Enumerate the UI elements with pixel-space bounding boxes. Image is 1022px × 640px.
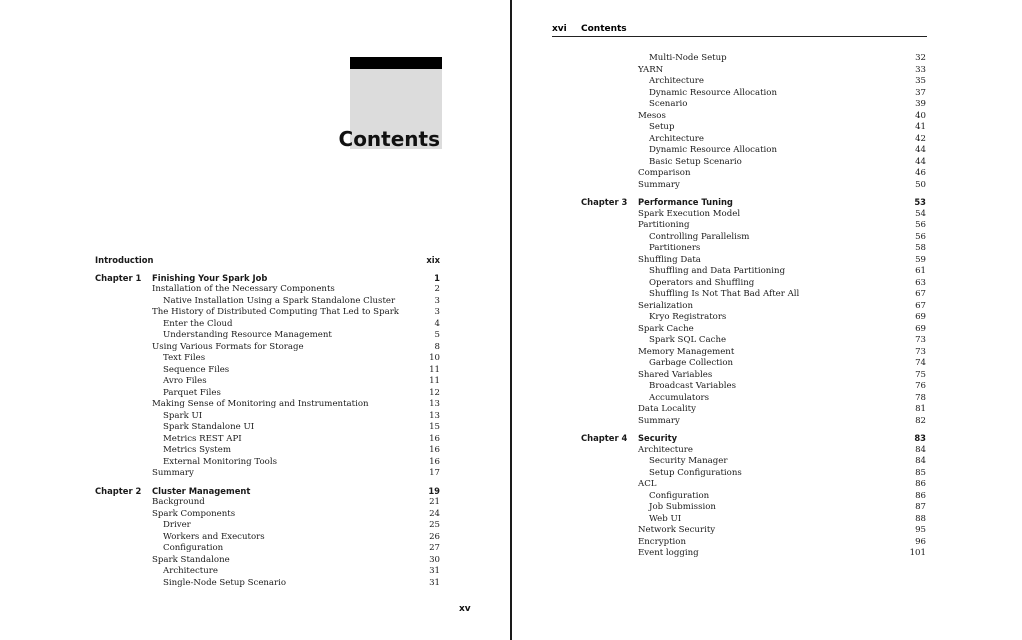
toc-entry-title: Configuration [649, 490, 710, 501]
toc-entry-row [581, 88, 926, 100]
toc-entry-title: Setup Configurations [649, 467, 742, 478]
toc-entry-title: Avro Files [163, 376, 207, 386]
toc-entry-title: Controlling Parallelism [649, 231, 750, 242]
toc-entry-title: Finishing Your Spark Job [152, 272, 268, 283]
toc-entry-title: Summary [152, 468, 194, 478]
toc-entry-title: Understanding Resource Management [163, 330, 332, 340]
toc-page-number: 50 [915, 179, 926, 190]
toc-entry-row [581, 537, 926, 549]
toc-entry-title: Making Sense of Monitoring and Instrumentation [152, 399, 369, 409]
toc-entry-row [581, 266, 926, 278]
toc-entry-title: Setup [649, 122, 675, 132]
toc-entry-title: Architecture [163, 566, 218, 576]
toc-page-number: 82 [915, 415, 926, 426]
toc-page-number: 32 [915, 53, 926, 63]
toc-entry-row [581, 278, 926, 290]
toc-page-number: 37 [915, 87, 926, 98]
toc-chapter-row [581, 433, 926, 445]
toc-page-number: 26 [429, 531, 440, 542]
toc-left [95, 255, 440, 589]
toc-entry-row [95, 555, 440, 567]
toc-page-number: 8 [434, 341, 440, 352]
toc-entry-title: Summary [638, 415, 680, 426]
toc-entry-row [581, 456, 926, 468]
toc-entry-title: Driver [163, 520, 191, 530]
toc-entry-title: Introduction [95, 255, 154, 265]
toc-page-number: 16 [429, 456, 440, 467]
toc-entry-row [95, 307, 440, 319]
toc-entry-title: Comparison [638, 168, 691, 178]
toc-page-number: 63 [915, 277, 926, 288]
toc-entry-row [581, 502, 926, 514]
toc-page-number: 24 [429, 508, 440, 519]
toc-front-row [95, 255, 440, 267]
toc-entry-title: Background [152, 497, 205, 507]
toc-entry-title: Parquet Files [163, 387, 221, 398]
toc-entry-title: Workers and Executors [163, 531, 265, 542]
toc-page-number: 3 [434, 295, 440, 306]
toc-entry-row [581, 76, 926, 88]
toc-entry-row [581, 122, 926, 134]
toc-entry-row [581, 289, 926, 301]
toc-entry-row [581, 335, 926, 347]
toc-page-number: 73 [915, 335, 926, 345]
toc-entry-title: Scenario [649, 99, 688, 109]
toc-entry-row [581, 301, 926, 313]
toc-entry-row [95, 330, 440, 342]
toc-entry-row [95, 284, 440, 296]
toc-page-number: 74 [915, 358, 926, 368]
page-folio-left: xv [459, 604, 471, 614]
toc-page-number: 16 [429, 445, 440, 455]
toc-entry-row [95, 520, 440, 532]
toc-page-number: 95 [915, 525, 926, 535]
toc-page-number: 73 [915, 346, 926, 357]
toc-entry-row [581, 525, 926, 537]
toc-entry-title: Dynamic Resource Allocation [649, 87, 777, 98]
toc-entry-title: Serialization [638, 300, 694, 311]
running-head-title: Contents [581, 24, 627, 34]
toc-page-number: 40 [915, 110, 926, 121]
toc-chapter-row [95, 273, 440, 285]
toc-entry-row [581, 416, 926, 428]
toc-entry-title: Spark SQL Cache [649, 335, 727, 345]
toc-entry-title: Security Manager [649, 456, 728, 466]
toc-entry-row [581, 180, 926, 192]
toc-page-number: 2 [434, 284, 440, 294]
toc-entry-title: Summary [638, 179, 680, 190]
toc-page-number: 13 [429, 399, 440, 409]
toc-entry-row [95, 365, 440, 377]
toc-page-number: 44 [915, 156, 926, 167]
toc-entry-row [95, 342, 440, 354]
toc-entry-row [95, 411, 440, 423]
toc-page-number: 15 [429, 422, 440, 432]
toc-entry-title: Basic Setup Scenario [649, 156, 742, 167]
toc-entry-row [581, 514, 926, 526]
toc-entry-title: YARN [638, 64, 664, 75]
toc-page-number: 41 [915, 122, 926, 132]
toc-entry-row [95, 532, 440, 544]
toc-entry-row [95, 388, 440, 400]
toc-entry-row [95, 434, 440, 446]
toc-page-number: 96 [915, 536, 926, 547]
toc-entry-row [581, 445, 926, 457]
toc-entry-title: Installation of the Necessary Components [152, 284, 335, 294]
toc-entry-title: Partitioning [638, 220, 690, 230]
chapter-label: Chapter 2 [95, 485, 142, 496]
toc-entry-row [581, 381, 926, 393]
toc-entry-title: Kryo Registrators [649, 312, 727, 322]
toc-page-number: 21 [429, 497, 440, 507]
toc-entry-row [581, 468, 926, 480]
toc-entry-row [95, 319, 440, 331]
toc-page-number: xix [426, 255, 440, 265]
toc-right [581, 53, 926, 560]
toc-page-number: 87 [915, 502, 926, 512]
toc-entry-row [581, 220, 926, 232]
chapter-label: Chapter 4 [581, 433, 628, 443]
toc-entry-row [95, 509, 440, 521]
toc-entry-row [581, 53, 926, 65]
toc-entry-title: Spark Standalone [152, 554, 230, 565]
toc-page-number: 61 [915, 266, 926, 276]
toc-page-number: 86 [915, 479, 926, 489]
toc-page-number: 75 [915, 369, 926, 380]
toc-page-number: 83 [914, 433, 926, 443]
toc-page-number: 76 [915, 381, 926, 391]
toc-entry-title: Operators and Shuffling [649, 277, 755, 288]
toc-entry-title: Event logging [638, 548, 699, 558]
toc-entry-title: Web UI [649, 513, 682, 524]
toc-page-number: 30 [429, 554, 440, 565]
toc-entry-title: Architecture [638, 444, 693, 455]
toc-entry-row [581, 312, 926, 324]
toc-entry-title: Job Submission [649, 502, 716, 512]
toc-page-number: 54 [915, 208, 926, 219]
contents-title-block [338, 57, 442, 151]
toc-entry-title: Multi-Node Setup [649, 53, 727, 63]
toc-entry-row [95, 497, 440, 509]
toc-entry-row [581, 358, 926, 370]
toc-entry-row [581, 145, 926, 157]
toc-entry-title: Architecture [649, 76, 704, 86]
toc-entry-title: Shuffling Data [638, 254, 701, 265]
toc-entry-title: Broadcast Variables [649, 381, 737, 391]
toc-entry-title: Data Locality [638, 404, 696, 414]
toc-entry-title: The History of Distributed Computing That Led to Spark [152, 307, 400, 317]
toc-page-number: 1 [434, 272, 440, 283]
toc-page-number: 31 [429, 577, 440, 588]
toc-page-number: 78 [915, 392, 926, 403]
toc-page-number: 5 [434, 330, 440, 340]
toc-entry-title: Cluster Management [152, 485, 251, 496]
toc-entry-row [581, 111, 926, 123]
toc-page-number: 4 [434, 318, 440, 329]
toc-entry-title: Network Security [638, 525, 716, 535]
toc-page-number: 33 [915, 64, 926, 75]
toc-page-number: 13 [429, 410, 440, 421]
toc-page-number: 11 [429, 376, 440, 386]
toc-page-number: 81 [915, 404, 926, 414]
toc-entry-row [95, 457, 440, 469]
toc-chapter-row [95, 486, 440, 498]
toc-entry-row [95, 376, 440, 388]
toc-page-number: 58 [915, 243, 926, 253]
toc-page-number: 69 [915, 323, 926, 334]
toc-entry-title: Garbage Collection [649, 358, 734, 368]
toc-page-number: 53 [914, 197, 926, 207]
toc-chapter-row [581, 197, 926, 209]
toc-entry-row [95, 578, 440, 590]
toc-entry-title: Dynamic Resource Allocation [649, 145, 777, 155]
toc-entry-title: Single-Node Setup Scenario [163, 577, 287, 588]
toc-page-number: 56 [915, 220, 926, 230]
toc-entry-title: Security [638, 433, 678, 443]
toc-page-number: 67 [915, 289, 926, 299]
toc-entry-title: Metrics System [163, 445, 231, 455]
toc-entry-title: Using Various Formats for Storage [152, 341, 304, 352]
toc-entry-title: Enter the Cloud [163, 318, 233, 329]
toc-page-number: 84 [915, 444, 926, 455]
toc-page-number: 59 [915, 254, 926, 265]
running-head-page: xvi [552, 24, 567, 34]
toc-entry-title: Spark Standalone UI [163, 422, 255, 432]
toc-entry-title: ACL [638, 479, 657, 489]
toc-entry-title: Accumulators [649, 392, 710, 403]
toc-page-number: 16 [429, 433, 440, 444]
toc-entry-row [95, 543, 440, 555]
toc-entry-title: Encryption [638, 536, 686, 547]
toc-page-number: 27 [429, 543, 440, 553]
chapter-label: Chapter 3 [581, 197, 628, 207]
toc-entry-title: Shared Variables [638, 369, 713, 380]
toc-entry-title: Memory Management [638, 346, 735, 357]
toc-entry-title: Spark Components [152, 508, 236, 519]
page-title: Contents [338, 127, 440, 151]
toc-page-number: 69 [915, 312, 926, 322]
toc-page-number: 12 [429, 387, 440, 398]
toc-entry-row [581, 491, 926, 503]
toc-entry-row [95, 468, 440, 480]
toc-entry-row [95, 445, 440, 457]
toc-entry-row [95, 399, 440, 411]
toc-page-number: 25 [429, 520, 440, 530]
toc-page-number: 86 [915, 490, 926, 501]
toc-entry-row [581, 479, 926, 491]
toc-page-number: 11 [429, 364, 440, 375]
toc-page-number: 3 [434, 307, 440, 317]
toc-entry-title: Shuffling Is Not That Bad After All [649, 289, 800, 299]
toc-entry-row [581, 324, 926, 336]
toc-entry-row [581, 168, 926, 180]
toc-entry-title: Configuration [163, 543, 224, 553]
toc-entry-title: Performance Tuning [638, 197, 733, 207]
toc-page-number: 39 [915, 99, 926, 109]
toc-page-number: 19 [428, 485, 440, 496]
toc-entry-row [581, 370, 926, 382]
toc-entry-row [581, 157, 926, 169]
toc-entry-title: Metrics REST API [163, 433, 242, 444]
toc-page-number: 35 [915, 76, 926, 86]
toc-entry-row [581, 209, 926, 221]
toc-entry-row [95, 296, 440, 308]
toc-entry-row [581, 99, 926, 111]
toc-entry-row [581, 134, 926, 146]
toc-page-number: 88 [915, 513, 926, 524]
toc-page-number: 44 [915, 145, 926, 155]
toc-entry-row [581, 347, 926, 359]
toc-entry-row [581, 243, 926, 255]
toc-entry-row [581, 404, 926, 416]
right-page [512, 0, 1022, 640]
toc-entry-row [95, 422, 440, 434]
toc-page-number: 10 [429, 353, 440, 363]
toc-entry-title: Spark UI [163, 410, 203, 421]
toc-page-number: 17 [429, 468, 440, 478]
chapter-label: Chapter 1 [95, 272, 142, 283]
left-page [0, 0, 510, 640]
toc-entry-title: Sequence Files [163, 364, 230, 375]
toc-entry-row [581, 548, 926, 560]
toc-entry-row [581, 393, 926, 405]
toc-entry-row [95, 566, 440, 578]
toc-entry-title: Mesos [638, 110, 666, 121]
toc-entry-title: Text Files [163, 353, 206, 363]
running-head [552, 22, 927, 37]
toc-entry-title: Partitioners [649, 243, 701, 253]
toc-page-number: 84 [915, 456, 926, 466]
toc-entry-title: External Monitoring Tools [163, 456, 277, 467]
toc-entry-title: Architecture [649, 133, 704, 144]
toc-page-number: 31 [429, 566, 440, 576]
toc-page-number: 101 [909, 548, 926, 558]
toc-entry-title: Spark Cache [638, 323, 694, 334]
toc-page-number: 67 [915, 300, 926, 311]
toc-entry-title: Spark Execution Model [638, 208, 741, 219]
toc-entry-title: Shuffling and Data Partitioning [649, 266, 786, 276]
toc-entry-row [581, 65, 926, 77]
toc-entry-row [95, 353, 440, 365]
toc-page-number: 46 [915, 168, 926, 178]
title-bar-decoration [350, 57, 442, 69]
toc-entry-row [581, 255, 926, 267]
toc-page-number: 85 [915, 467, 926, 478]
toc-entry-title: Native Installation Using a Spark Standalone Cluster [163, 295, 396, 306]
toc-page-number: 56 [915, 231, 926, 242]
toc-page-number: 42 [915, 133, 926, 144]
toc-entry-row [581, 232, 926, 244]
